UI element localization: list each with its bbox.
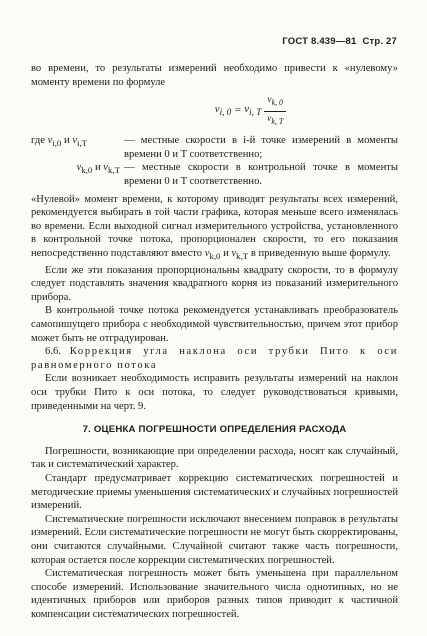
document-body [31,62,398,621]
formula-numerator: $v_{k, 0}$ [264,94,286,111]
definition-text: — местные скорости в i-й точке измерений в моменты времени 0 и T соответственно; [124,135,398,160]
definition-row: $v_{k,0}$ и $v_{k,T}$ — местные скорости в контрольной точке в моменты времени 0 и T соответственно. [76,162,398,187]
formula-fraction [264,94,286,128]
paragraph-pitot-correction: Если возникает необходимость исправить результаты измерений на наклон оси трубки Пито к оси потока, то следует руководствоваться кривыми, приведенными на черт. 9. [31,373,398,412]
definition-row: где $v_{i,0}$ и $v_{i,T}$ — местные скорости в i-й точке измерений в моменты времени 0 и T соответственно; [31,135,398,160]
paragraph-zero-moment: «Нулевой» момент времени, к которому приводят результаты всех измерений, рекомендуется выбирать в той части графика, которая меньше всего изменялась во времени. Если выходной сигнал измерительного устройства, установленного в контрольной точке потока, пропорционален скорости, то его показания непосредственно подставляют вместо $v_{k,0}$ и $v_{k,T}$ в приведенную выше формулу. [31,193,398,262]
formula-lhs: $v_{i, 0}$ [214,102,232,117]
paragraph-time-correction: во времени, то результаты измерений необходимо привести к «нулевому» моменту времени по формуле [31,63,398,88]
definition-text: — местные скорости в контрольной точке в моменты времени 0 и T соответственно. [124,162,398,187]
paragraph-parallel-method: Систематическая погрешность может быть уменьшена при параллельном способе измерений. Использование значительного числа однотипных, но не идентичных приборов или приборов разных типов приводит к частичной компенсации систематических погрешностей. [31,568,398,620]
section-title: 7. ОЦЕНКА ПОГРЕШНОСТИ ОПРЕДЕЛЕНИЯ РАСХОДА [82,424,347,436]
subsection-6-6 [31,345,398,372]
correction-formula [31,90,398,132]
standard-number: ГОСТ 8.439—81 [282,36,357,47]
paragraph-square-root: Если же эти показания пропорциональны квадрату скорости, то в формулу следует подставлять значения квадратного корня из показаний измерительного прибора. [31,264,398,303]
page-number: Стр. 27 [362,36,397,47]
definitions-list [31,134,398,188]
paragraph-error-types: Погрешности, возникающие при определении расхода, носят как случайный, так и систематический характер. [31,445,398,471]
paragraph-standard-correction: Стандарт предусматривает коррекцию систематических погрешностей и методические приемы уменьшения систематических и случайных погрешностей измерений. [31,472,398,512]
subsection-title: Коррекция угла наклона оси трубки Пито к оси равномерного потока [31,346,398,371]
subsection-number: 6.6. [45,346,70,358]
paragraph-systematic-errors: Систематические погрешности исключают внесением поправок в результаты измерений. Если систематические погрешности не могут быть скорректированы, они считаются случайными. Случайной считают также часть погрешности, которая остается после коррекции систематических погрешностей. [31,513,398,566]
paragraph-control-point: В контрольной точке потока рекомендуется устанавливать преобразователь самопишущего прибора с необходимой чувствительностью, причем этот прибор может быть не отградуирован. [31,305,398,344]
page-header [282,36,397,47]
formula-rhs: $v_{i, T}$ [244,102,262,117]
formula-equals: = [231,104,245,117]
formula-denominator: $v_{k, T}$ [267,113,284,126]
